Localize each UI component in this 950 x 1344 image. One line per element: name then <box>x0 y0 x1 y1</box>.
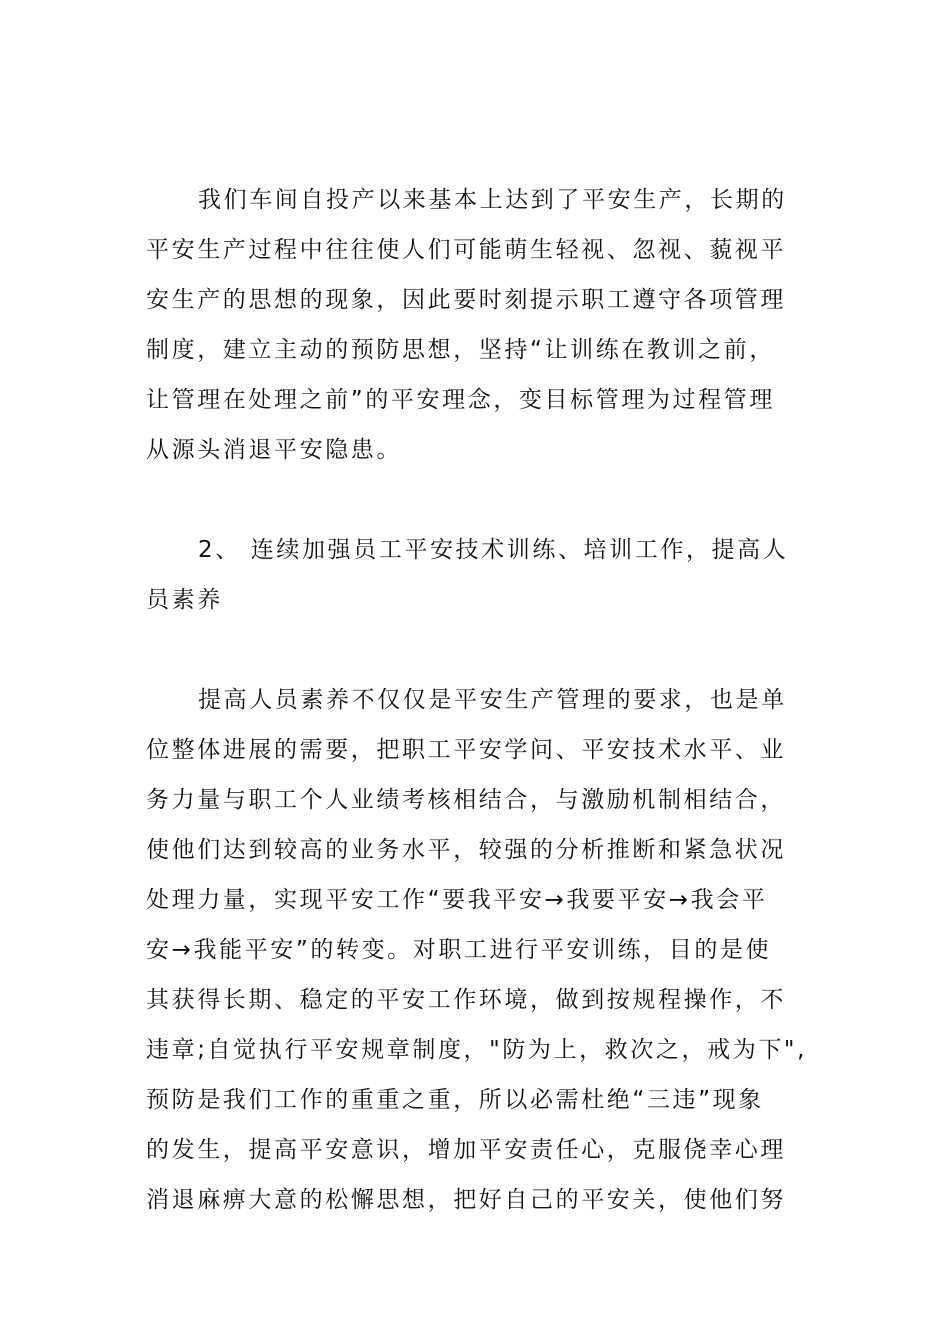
text-line: 提高人员素养不仅仅是平安生产管理的要求，也是单 <box>198 687 787 713</box>
body-paragraph-1 <box>146 175 816 475</box>
text-line: 其获得长期、稳定的平安工作环境，做到按规程操作，不 <box>146 987 786 1013</box>
text-line: 从源头消退平安隐患。 <box>146 437 402 463</box>
text-line: 安→我能平安”的转变。对职工进行平安训练，目的是使 <box>146 937 772 963</box>
text-line: 我们车间自投产以来基本上达到了平安生产，长期的 <box>198 187 787 213</box>
text-line: 消退麻痹大意的松懈思想，把好自己的平安关，使他们努 <box>146 1187 786 1213</box>
text-line: 使他们达到较高的业务水平，较强的分析推断和紧急状况 <box>146 837 786 863</box>
text-line: 预防是我们工作的重重之重，所以必需杜绝“三违”现象 <box>146 1087 764 1113</box>
section-heading <box>146 525 816 625</box>
heading-line: 员素养 <box>146 587 223 613</box>
text-line: 平安生产过程中往往使人们可能萌生轻视、忽视、藐视平 <box>146 237 786 263</box>
text-line: 制度，建立主动的预防思想，坚持“让训练在教训之前， <box>146 337 775 363</box>
heading-line: 2、 连续加强员工平安技术训练、培训工作，提高人 <box>198 537 789 563</box>
text-line: 处理力量，实现平安工作“要我平安→我要平安→我会平 <box>146 887 768 913</box>
text-line: 位整体进展的需要，把职工平安学问、平安技术水平、业 <box>146 737 786 763</box>
text-line: 违章;自觉执行平安规章制度，"防为上，救次之，戒为下", <box>146 1037 808 1063</box>
text-line: 务力量与职工个人业绩考核相结合，与激励机制相结合， <box>146 787 786 813</box>
text-line: 让管理在处理之前”的平安理念，变目标管理为过程管理 <box>146 387 775 413</box>
text-line: 安生产的思想的现象，因此要时刻提示职工遵守各项管理 <box>146 287 786 313</box>
body-paragraph-2 <box>146 675 816 1225</box>
text-line: 的发生，提高平安意识，增加平安责任心，克服侥幸心理 <box>146 1137 786 1163</box>
